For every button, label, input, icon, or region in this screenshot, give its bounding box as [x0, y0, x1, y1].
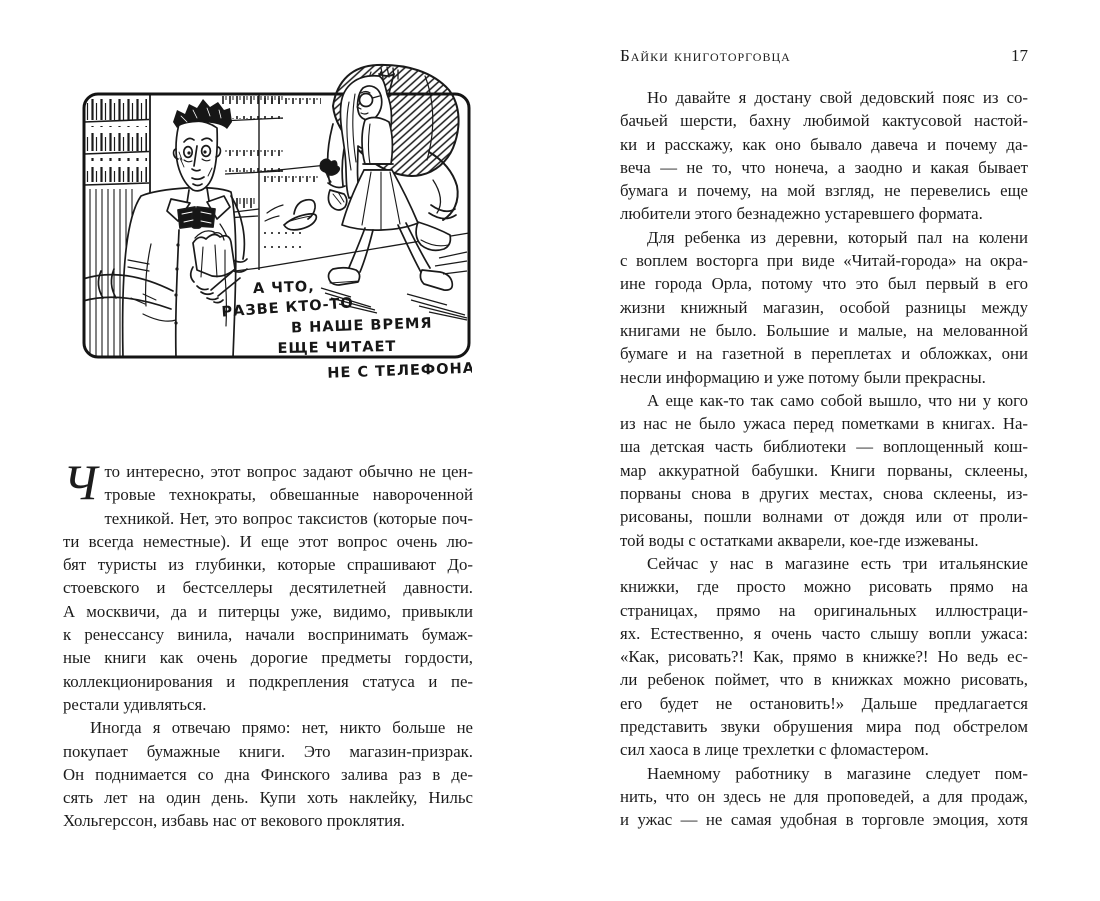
- text-line: тровые технократы, обвешанные навороченной: [104, 485, 473, 505]
- illustration-caption-line: НЕ С ТЕЛЕФОНА?: [327, 360, 472, 382]
- running-header: Байки книготорговца: [620, 46, 791, 65]
- text-line: Сейчас у нас в магазине есть три итальянские: [647, 553, 1028, 573]
- text-line: рисованы, пошли волнами от дождя или от проли-: [620, 507, 1028, 527]
- text-line: порваны снова в других местах, снова склеены, из-: [620, 484, 1028, 504]
- text-line: коллекционирования и подкрепления статуса и пе-: [63, 671, 473, 691]
- text-line: ша детская часть библиотеки — воплощенный кош-: [620, 437, 1028, 457]
- text-line: А москвичи, да и питерцы уже, видимо, привыкли: [63, 601, 473, 621]
- text-line: «Как, рисовать?! Как, прямо в книжке?! Но ведь ес-: [620, 647, 1028, 667]
- text-line: ли ребенок поймет, что в книжках можно рисовать,: [620, 670, 1028, 690]
- illustration-caption-line: А ЧТО,: [252, 278, 315, 298]
- text-line: с воплем восторга при виде «Читай-города» на окра-: [620, 251, 1028, 271]
- text-line: Но давайте я достану свой дедовский пояс из со-: [647, 88, 1028, 107]
- text-line: представить звуки обрушения мира под обстрелом: [620, 717, 1028, 737]
- illustration-caption-line: РАЗВЕ КТО-ТО: [221, 295, 355, 321]
- page-number: 17: [1011, 46, 1028, 65]
- text-line: и ужас — не самая удобная в торговле эмоция, хотя: [620, 810, 1028, 830]
- text-line: его будет не остановить!» Дальше предлагается: [620, 693, 1028, 713]
- text-line: то интересно, этот вопрос задают обычно не цен-: [104, 462, 473, 481]
- text-line: книгами не было. Большие и малые, на мелованной: [620, 320, 1028, 340]
- text-line: несли информацию и уже потому были прекрасны.: [620, 367, 986, 387]
- text-line: стоевского и бестселлеры десятилетней давности.: [63, 578, 473, 598]
- text-line: той воды с остатками акварели, кое-где изжеваны.: [620, 530, 979, 550]
- text-line: ях. Естественно, я очень часто слышу вопли ужаса:: [620, 623, 1028, 643]
- text-line: к ренессансу винила, начали воспринимать бумаж-: [63, 625, 473, 645]
- right-page-text: [620, 86, 1028, 832]
- text-line: бумага и почему, на мой взгляд, не перевелись еще: [620, 181, 1028, 201]
- text-line: бумаге и на газетной в переплетах и обложках, они: [620, 344, 1028, 364]
- paragraph: [63, 716, 473, 832]
- illustration-caption: [221, 279, 472, 382]
- text-line: мар аккуратной бабушки. Книги порваны, склеены,: [620, 460, 1028, 480]
- text-line: Иногда я отвечаю прямо: нет, никто больше не: [90, 718, 473, 738]
- text-line: веча — не то, что нонеча, а заодно и какая бывает: [620, 157, 1028, 177]
- paragraph: [620, 226, 1028, 389]
- illustration-cartoon: [81, 62, 472, 382]
- text-line: жизни книжный магазин, особой разницы между: [620, 297, 1028, 317]
- text-line: ные книги как очень дорогие предметы гордости,: [63, 648, 473, 668]
- text-line: покупает бумажные книги. Это магазин-призрак.: [63, 741, 473, 761]
- text-line: любители этого безнадежно устаревшего формата.: [620, 204, 983, 224]
- text-line: бачьей шерсти, бахну любимой кактусовой настой-: [620, 111, 1028, 131]
- text-line: техникой. Нет, это вопрос таксистов (которые поч-: [104, 508, 473, 528]
- paragraph: [63, 454, 473, 716]
- text-line: Хольгерссон, избавь нас от векового проклятия.: [63, 811, 406, 831]
- cartoon-svg: [81, 62, 472, 382]
- text-line: ти всегда неместные). И еще этот вопрос очень лю-: [63, 531, 473, 551]
- text-line: страницах, прямо на оригинальных иллюстраци-: [620, 600, 1028, 620]
- text-line: сять лет на один день. Купи хоть наклейку, Нильс: [63, 788, 473, 808]
- text-line: А еще как-то так само собой вышло, что ни у кого: [647, 390, 1028, 410]
- text-line: рестали удивляться.: [63, 694, 207, 714]
- text-line: сил хаоса в лице трехлетки с фломастером.: [620, 740, 929, 760]
- text-line: Он поднимается со дна Финского залива раз в де-: [63, 764, 473, 784]
- paragraph: [620, 389, 1028, 552]
- paragraph: [620, 762, 1028, 832]
- text-line: Наемному работнику в магазине следует пом-: [647, 763, 1028, 783]
- paragraph: [620, 552, 1028, 762]
- illustration-caption-line: ЕЩЕ ЧИТАЕТ: [277, 338, 397, 358]
- running-header-row: [620, 46, 1028, 66]
- text-line: нить, что он здесь не для проповедей, а для продаж,: [620, 786, 1028, 806]
- left-page-text: [63, 454, 473, 833]
- text-line: бят туристы из глубинки, которые спрашивают До-: [63, 555, 473, 575]
- paragraph: [620, 86, 1028, 226]
- woman-carrying-man: [320, 65, 458, 290]
- text-line: Для ребенка из деревни, который пал на колени: [647, 227, 1028, 247]
- text-line: ине города Орла, потому что это был первый в его: [620, 274, 1028, 294]
- illustration-caption-line: В НАШЕ ВРЕМЯ: [290, 315, 433, 337]
- flying-hat: [265, 200, 316, 230]
- text-line: книжки, где просто можно рисовать прямо на: [620, 577, 1028, 597]
- drop-cap: Ч: [63, 454, 98, 510]
- text-line: ки и расскажу, как оно бывало давеча и почему да-: [620, 134, 1028, 154]
- text-line: из нас не было ужаса перед пометками в книгах. На-: [620, 414, 1028, 434]
